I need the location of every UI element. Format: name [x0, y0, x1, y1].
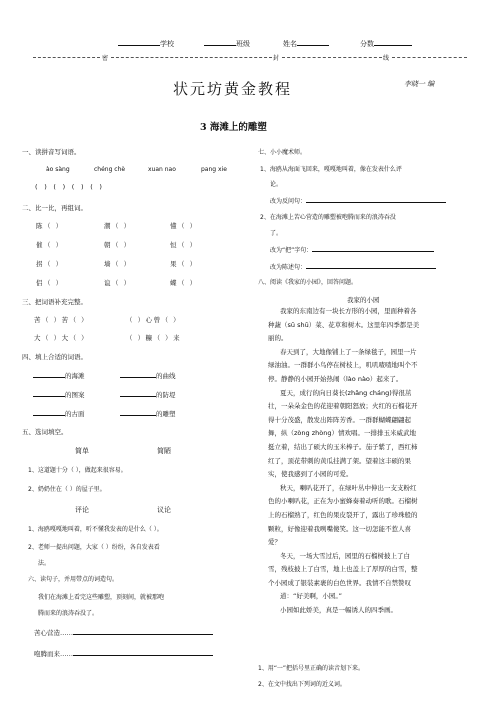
q7-fill-1[interactable] [270, 195, 446, 205]
q6-sentence-line-2: 腾而来的浪涛吞没了。 [38, 610, 99, 617]
q2-heading: 二、比一比，再组词。 [22, 204, 87, 212]
seal-feng: 封 [273, 55, 280, 62]
seal-xian: 线 [383, 55, 390, 62]
class-label: 班级 [236, 40, 250, 48]
q5-word-4: 议论 [157, 506, 171, 514]
passage-title: 我家的小园 [347, 296, 380, 304]
page-title: 状元坊黄金教程 [173, 80, 293, 98]
q6-heading: 六、读句子，并用带点的词造句。 [28, 576, 119, 583]
school-field[interactable] [118, 38, 174, 49]
q5-heading: 五、选词填空。 [22, 428, 68, 436]
q5-word-1: 简单 [75, 447, 89, 455]
author-signature: 李晓一 编 [404, 80, 435, 88]
q4-row-3-a[interactable] [33, 408, 85, 418]
passage-line-1: 我家的东南边有一块长方形的小园，里面种着各 [280, 307, 417, 315]
passage-line-6: 停。静静的小园开始热闹（lào nào）起来了。 [268, 374, 403, 383]
q3-heading: 三、把词语补充完整。 [22, 298, 87, 306]
q6-fill-1[interactable] [34, 627, 213, 637]
q4-row-2-a[interactable] [33, 389, 85, 399]
seal-line-segment-2 [111, 57, 272, 58]
q2-row-2-a[interactable]: 催（ ） [36, 241, 64, 249]
q7-fill-3[interactable] [270, 261, 436, 271]
passage-line-14: 秋天，喇叭花开了，在绿叶丛中伸出一支支粉红 [280, 483, 417, 492]
q2-row-1-b[interactable]: 潮（ ） [104, 222, 132, 230]
q2-row-3-a[interactable]: 拐（ ） [36, 260, 64, 268]
q4-row-2-a-label: 的图案 [65, 391, 85, 399]
q5-sentence-4[interactable]: 2、老师一提出问题，大家（ ）纷纷，各自发表看 [28, 544, 160, 551]
passage-line-20: 雪，残枝披上了白雪，地上也盖上了厚厚的白雪，整 [268, 565, 418, 574]
score-field[interactable] [360, 38, 412, 49]
passage-line-5: 绿油油。一群群小鸟停在树枝上，叽叽喳喳地叫个不 [268, 361, 418, 370]
passage-line-3: 丽的。 [268, 334, 288, 343]
q7-fill-3-label: 改为陈述句： [270, 264, 307, 271]
q4-row-3-b[interactable] [120, 408, 176, 418]
q2-row-2-c[interactable]: 恒（ ） [170, 241, 198, 249]
q7-sentence-1-cont: 论。 [270, 181, 283, 188]
q4-row-2-b-label: 的防堤 [156, 391, 176, 399]
passage-line-9: 得十分茂盛，散发出阵阵芳香。一群群蝴蝶翩翩起 [268, 415, 411, 424]
q1-heading: 一、读拼音写词语。 [22, 148, 81, 156]
q1-pinyin-4: pang xie [201, 166, 227, 173]
q1-pinyin-3: xuan nao [148, 166, 176, 173]
passage-line-17: 颗粒，好像迎着我咧嘴傻笑。这一切怎能不惹人喜 [268, 524, 411, 533]
seal-line-segment-4 [392, 57, 467, 58]
q7-fill-2-label: 改为“把”字句： [270, 247, 313, 254]
score-label: 分数 [360, 40, 374, 48]
q5-sentence-1[interactable]: 1、这道题十分（ ），做起来很容易。 [28, 467, 127, 474]
q6-fill-2-label: 咆腾而来…… [34, 650, 73, 658]
passage-line-22: 道：“好美啊，小园。” [280, 592, 342, 601]
q7-heading: 七、小小魔术师。 [258, 149, 307, 156]
q1-answer-parens[interactable]: ( ) ( ) ( ) ( ) [35, 183, 105, 191]
q8-sub-2: 2、在文中找出下列词的近义词。 [258, 681, 346, 688]
q6-fill-1-label: 苦心营造…… [34, 629, 73, 637]
name-label: 姓名 [283, 40, 297, 48]
name-field[interactable] [283, 38, 329, 49]
school-label: 学校 [160, 40, 174, 48]
q3-row-2-b[interactable]: （ ）糠（ ）来 [126, 334, 182, 342]
q8-sub-1: 1、用“一”把括号里正确的读音划下来。 [258, 665, 365, 672]
q4-row-1-a-label: 的海滩 [65, 372, 85, 380]
q4-heading: 四、填上合适的词语。 [22, 353, 87, 361]
q2-row-1-c[interactable]: 懂（ ） [170, 222, 198, 230]
q7-fill-2[interactable] [270, 244, 434, 254]
passage-line-11: 挺立着，结出了硕大的玉米棒子。茄子紫了，西红柿 [268, 442, 418, 451]
passage-line-21: 个小园成了银装素裹的白色世界。我情不自禁赞叹 [268, 578, 411, 587]
q3-row-1-a[interactable]: 苦（ ）苦（ ） [34, 316, 90, 324]
q6-sentence-line-1: 我们在海滩上看完这些雕塑，顶刻间，就被那咆 [38, 594, 165, 601]
seal-line-segment-3 [282, 57, 382, 58]
q3-row-2-a[interactable]: 大（ ）大（ ） [34, 334, 90, 342]
q4-row-2-b[interactable] [120, 389, 176, 399]
class-field[interactable] [204, 38, 250, 49]
passage-body [268, 305, 464, 618]
passage-line-4: 春天到了，大地像铺上了一条绿毯子，园里一片 [280, 347, 417, 356]
lesson-title: 3 海滩上的雕塑 [200, 122, 267, 133]
q2-row-4-a[interactable]: 侣（ ） [36, 279, 64, 287]
q5-sentence-2[interactable]: 2、奶奶住在（ ）的屋子里。 [28, 486, 106, 493]
passage-line-18: 爱？ [268, 538, 281, 547]
passage-line-8: 壮，一朵朵金色的花迎着朝阳怒放；火红的石榴花开 [268, 402, 418, 411]
q1-pinyin-2: chéng chè [94, 166, 126, 173]
passage-line-7: 夏天，成行的向日葵长(zhǎng cháng)得很茁 [280, 388, 412, 397]
passage-line-15: 色的小喇叭花，正在为小蜜蜂奏着动听的歌。石榴树 [268, 497, 418, 506]
q4-row-1-b[interactable] [120, 370, 176, 380]
q7-sentence-1: 1、海鸥从海面飞回来，嘎嘎地叫着，像在发表什么评 [260, 166, 402, 173]
passage-line-23: 小园如此娇美，真是一幅诱人的四季画。 [280, 606, 397, 615]
passage-line-16: 上的石榴熟了，红色的果皮裂开了，露出了珍珠般的 [268, 510, 418, 519]
q2-row-3-b[interactable]: 墙（ ） [104, 260, 132, 268]
passage-line-13: 实，使我感到了小园的可爱。 [268, 470, 353, 479]
q3-row-1-b[interactable]: （ ）心曾（ ） [126, 316, 182, 324]
q2-row-2-b[interactable]: 朝（ ） [104, 241, 132, 249]
passage-line-2: 种蔬（sū shū）菜、花草和树木。这里年四季都是美 [268, 320, 420, 329]
q7-sentence-2: 2、在海滩上苦心营造的雕塑被咆腾而来的浪涛吞没 [260, 214, 396, 221]
q5-sentence-3[interactable]: 1、海鸥嘎嘎地叫着，听不懂我发表的是什么（ ）。 [28, 526, 163, 533]
q5-word-3: 评论 [75, 506, 89, 514]
q7-sentence-2-cont: 了。 [270, 230, 283, 237]
q2-row-1-a[interactable]: 陈（ ） [36, 222, 64, 230]
q4-row-1-a[interactable] [33, 370, 85, 380]
seal-line-segment-1 [33, 57, 100, 58]
passage-line-19: 冬天，一场大雪过后，园里的石榴树披上了白 [280, 551, 410, 560]
q7-fill-1-label: 改为反问句： [270, 198, 307, 205]
q8-heading: 八、阅读《我家的小园》，回答问题。 [258, 279, 358, 286]
q5-sentence-4-cont: 法。 [38, 560, 51, 567]
q4-row-1-b-label: 的曲线 [156, 372, 176, 380]
seal-mi: 密 [102, 55, 109, 62]
q4-row-3-a-label: 的古面 [65, 410, 85, 418]
q1-pinyin-1: ào sàng [46, 166, 70, 173]
q2-row-4-b[interactable]: 谊（ ） [104, 279, 132, 287]
q5-word-2: 简陋 [157, 447, 171, 455]
q6-fill-2[interactable] [34, 648, 213, 658]
q2-row-3-c[interactable]: 果（ ） [170, 260, 198, 268]
q2-row-4-c[interactable]: 蝶（ ） [170, 279, 198, 287]
passage-line-12: 红了，顶花带刺的黄瓜挂满了架。望着这丰硕的果 [268, 456, 411, 465]
q4-row-3-b-label: 的雕塑 [156, 410, 176, 418]
passage-line-10: 舞，纵（zòng zhòng）情欢唱。一排排玉米威武地 [268, 429, 416, 438]
